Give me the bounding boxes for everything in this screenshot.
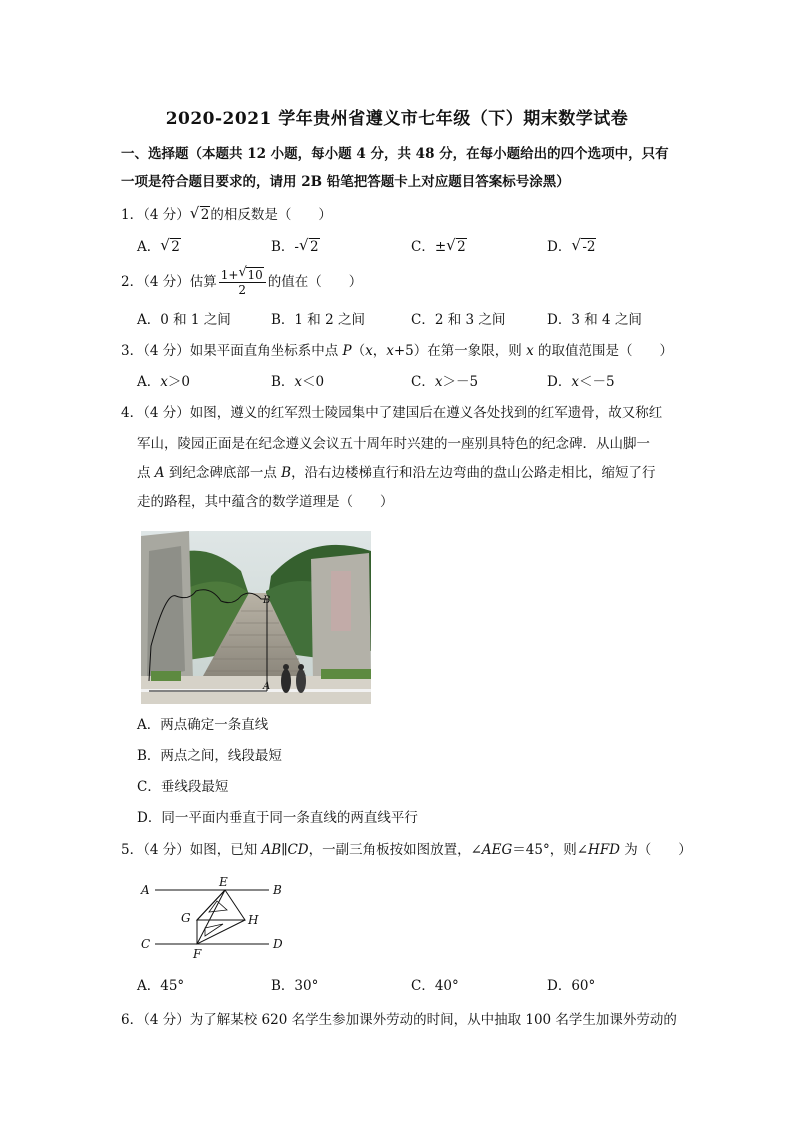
- option-b[interactable]: B．两点之间，线段最短: [137, 748, 282, 764]
- label-b: B: [273, 883, 282, 897]
- question-1: 1．（4 分） √ 2的相反数是（ ）: [121, 204, 332, 223]
- label-e: E: [219, 875, 228, 889]
- label-f: F: [193, 947, 202, 960]
- page-title: 2020-2021 学年贵州省遵义市七年级（下）期末数学试卷: [165, 109, 629, 129]
- option-d[interactable]: D．60°: [547, 978, 596, 994]
- question-5: 5．（4 分）如图，已知 AB∥CD，一副三角板按如图放置，∠AEG＝45°，则∠HFD 为（ ）: [121, 842, 692, 858]
- section-heading-line1: 一、选择题（本题共 12 小题，每小题 4 分，共 48 分，在每小题给出的四个选项中，只有: [121, 146, 669, 162]
- section-heading: [121, 140, 681, 196]
- sqrt-expression: √ 2: [189, 204, 210, 223]
- option-a[interactable]: A．0 和 1 之间: [137, 312, 231, 328]
- label-h: H: [248, 913, 259, 927]
- option-d[interactable]: D．x＜－5: [547, 374, 615, 390]
- geometry-figure: [137, 872, 297, 960]
- option-a[interactable]: A．45°: [137, 978, 185, 994]
- question-3: 3．（4 分）如果平面直角坐标系中点 P（x，x+5）在第一象限，则 x 的取值范围是（ ）: [121, 343, 673, 359]
- label-g: G: [181, 911, 191, 925]
- section-heading-line2: 一项是符合题目要求的，请用 2B 铅笔把答题卡上对应题目答案标号涂黑）: [121, 174, 570, 190]
- question-6: 6．（4 分）为了解某校 620 名学生参加课外劳动的时间，从中抽取 100 名学生加课外劳动的: [121, 1012, 677, 1028]
- option-b[interactable]: B．1 和 2 之间: [271, 312, 365, 328]
- option-c[interactable]: C．垂线段最短: [137, 779, 229, 795]
- option-b[interactable]: B．30°: [271, 978, 319, 994]
- option-d[interactable]: D． √ -2: [547, 236, 596, 255]
- label-a: A: [141, 883, 150, 897]
- option-c[interactable]: C．40°: [411, 978, 459, 994]
- option-c[interactable]: C．2 和 3 之间: [411, 312, 506, 328]
- memorial-stairs-photo: [141, 531, 371, 704]
- question-2: 2．（4 分）估算 1+ √ 10 2 的值在（ ）: [121, 265, 363, 297]
- fraction: 1+ √ 10 2: [219, 268, 266, 297]
- option-a[interactable]: A．x＞0: [137, 374, 190, 390]
- question-4-line1: 4．（4 分）如图，遵义的红军烈士陵园集中了建国后在遵义各处找到的红军遗骨，故又称红: [121, 405, 663, 421]
- option-a[interactable]: A．两点确定一条直线: [137, 717, 269, 733]
- option-b[interactable]: B．- √ 2: [271, 236, 319, 255]
- option-d[interactable]: D．同一平面内垂直于同一条直线的两直线平行: [137, 810, 418, 826]
- option-d[interactable]: D．3 和 4 之间: [547, 312, 642, 328]
- label-b: B: [263, 595, 271, 606]
- question-4-body: 军山，陵园正面是在纪念遵义会议五十周年时兴建的一座别具特色的纪念碑．从山脚一 点 A 到纪念碑底部一点 B，沿右边楼梯直行和沿左边弯曲的盘山公路走相比，缩短了行 走的路程，其中蕴含的数学道理是（ ）: [137, 436, 656, 510]
- option-b[interactable]: B．x＜0: [271, 374, 325, 390]
- label-a: A: [263, 681, 271, 692]
- option-c[interactable]: C．x＞－5: [411, 374, 479, 390]
- option-c[interactable]: C．± √ 2: [411, 236, 466, 255]
- option-a[interactable]: A． √ 2: [137, 236, 180, 255]
- label-d: D: [273, 937, 283, 951]
- label-c: C: [141, 937, 151, 951]
